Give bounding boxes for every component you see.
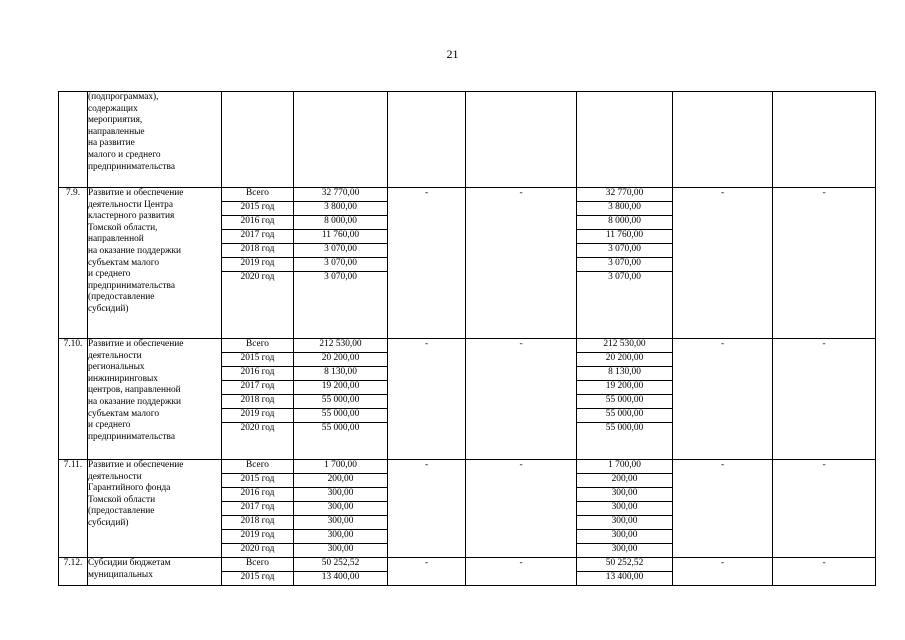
table-row bbox=[59, 558, 876, 572]
regional-cell: 3 070,00 bbox=[577, 272, 673, 339]
regional-cell: 1 700,00 bbox=[577, 460, 673, 474]
year-cell: 2019 год bbox=[222, 530, 294, 544]
year-cell: Всего bbox=[222, 339, 294, 353]
year-cell: 2020 год bbox=[222, 272, 294, 339]
regional-cell: 3 800,00 bbox=[577, 202, 673, 216]
total-cell: 55 000,00 bbox=[294, 409, 388, 423]
total-cell: 11 760,00 bbox=[294, 230, 388, 244]
year-cell: 2015 год bbox=[222, 202, 294, 216]
federal-cell: - bbox=[388, 188, 466, 339]
row-name: Развитие и обеспечение деятельности Гарантийного фонда Томской области (предоставление субсидий) bbox=[88, 460, 222, 558]
regional-cell: 212 530,00 bbox=[577, 339, 673, 353]
year-cell: 2018 год bbox=[222, 244, 294, 258]
total-cell: 50 252,52 bbox=[294, 558, 388, 572]
regional-cell: 32 770,00 bbox=[577, 188, 673, 202]
total-cell: 20 200,00 bbox=[294, 353, 388, 367]
total-cell: 300,00 bbox=[294, 488, 388, 502]
year-cell: 2017 год bbox=[222, 230, 294, 244]
total-cell: 3 070,00 bbox=[294, 272, 388, 339]
regional-cell: 55 000,00 bbox=[577, 395, 673, 409]
total-cell: 32 770,00 bbox=[294, 188, 388, 202]
total-cell: 212 530,00 bbox=[294, 339, 388, 353]
row-number: 7.11. bbox=[59, 460, 88, 558]
page-number: 21 bbox=[446, 47, 459, 61]
total-cell: 8 000,00 bbox=[294, 216, 388, 230]
nonbudget-cell: - bbox=[673, 558, 773, 586]
total-cell: 300,00 bbox=[294, 502, 388, 516]
year-cell: 2016 год bbox=[222, 488, 294, 502]
year-cell: Всего bbox=[222, 460, 294, 474]
federal-cell: - bbox=[388, 460, 466, 558]
regional-cell: 8 000,00 bbox=[577, 216, 673, 230]
nonbudget-cell: - bbox=[673, 339, 773, 460]
total-cell: 55 000,00 bbox=[294, 423, 388, 460]
federal-cell: - bbox=[388, 558, 466, 586]
total-cell: 13 400,00 bbox=[294, 572, 388, 586]
nonbudget-cell: - bbox=[673, 460, 773, 558]
year-cell: Всего bbox=[222, 558, 294, 572]
year-cell: 2015 год bbox=[222, 474, 294, 488]
total-cell: 3 070,00 bbox=[294, 244, 388, 258]
total-cell: 19 200,00 bbox=[294, 381, 388, 395]
total-cell: 300,00 bbox=[294, 530, 388, 544]
total-cell: 200,00 bbox=[294, 474, 388, 488]
other-cell: - bbox=[773, 188, 876, 339]
row-number: 7.9. bbox=[59, 188, 88, 339]
total-cell: 300,00 bbox=[294, 544, 388, 558]
year-cell: 2019 год bbox=[222, 258, 294, 272]
row-name: (подпрограммах), содержащих мероприятия, направленные на развитие малого и среднего предпринимательства bbox=[88, 92, 222, 188]
table-row bbox=[59, 339, 876, 353]
nonbudget-cell: - bbox=[673, 188, 773, 339]
regional-cell: 50 252,52 bbox=[577, 558, 673, 572]
regional-cell: 8 130,00 bbox=[577, 367, 673, 381]
regional-cell: 3 070,00 bbox=[577, 258, 673, 272]
year-cell: 2015 год bbox=[222, 572, 294, 586]
year-cell: 2017 год bbox=[222, 381, 294, 395]
municipal-cell: - bbox=[466, 460, 577, 558]
table-row bbox=[59, 188, 876, 202]
year-cell: 2020 год bbox=[222, 544, 294, 558]
regional-cell: 20 200,00 bbox=[577, 353, 673, 367]
year-cell: 2020 год bbox=[222, 423, 294, 460]
row-name: Развитие и обеспечение деятельности Центра кластерного развития Томской области, направленной на оказание поддержки субъектам малого и среднего предпринимательства (предоставление субсидий) bbox=[88, 188, 222, 339]
regional-cell: 300,00 bbox=[577, 516, 673, 530]
total-cell: 300,00 bbox=[294, 516, 388, 530]
total-cell: 3 070,00 bbox=[294, 258, 388, 272]
row-name: Развитие и обеспечение деятельности региональных инжиниринговых центров, направленной на оказание поддержки субъектам малого и среднего предпринимательства bbox=[88, 339, 222, 460]
regional-cell: 300,00 bbox=[577, 530, 673, 544]
regional-cell: 11 760,00 bbox=[577, 230, 673, 244]
regional-cell: 200,00 bbox=[577, 474, 673, 488]
regional-cell: 300,00 bbox=[577, 488, 673, 502]
regional-cell: 300,00 bbox=[577, 502, 673, 516]
year-cell: 2015 год bbox=[222, 353, 294, 367]
year-cell: 2016 год bbox=[222, 216, 294, 230]
other-cell: - bbox=[773, 460, 876, 558]
regional-cell: 13 400,00 bbox=[577, 572, 673, 586]
table-row bbox=[59, 460, 876, 474]
row-number: 7.12. bbox=[59, 558, 88, 586]
funding-table bbox=[58, 91, 876, 586]
year-cell: 2016 год bbox=[222, 367, 294, 381]
other-cell: - bbox=[773, 558, 876, 586]
federal-cell: - bbox=[388, 339, 466, 460]
total-cell: 1 700,00 bbox=[294, 460, 388, 474]
year-cell: 2018 год bbox=[222, 395, 294, 409]
total-cell: 55 000,00 bbox=[294, 395, 388, 409]
year-cell: 2018 год bbox=[222, 516, 294, 530]
regional-cell: 19 200,00 bbox=[577, 381, 673, 395]
municipal-cell: - bbox=[466, 558, 577, 586]
table-row bbox=[59, 92, 876, 188]
regional-cell: 55 000,00 bbox=[577, 409, 673, 423]
other-cell: - bbox=[773, 339, 876, 460]
municipal-cell: - bbox=[466, 188, 577, 339]
regional-cell: 3 070,00 bbox=[577, 244, 673, 258]
row-number: 7.10. bbox=[59, 339, 88, 460]
row-name: Субсидии бюджетам муниципальных bbox=[88, 558, 222, 586]
row-number bbox=[59, 92, 88, 188]
regional-cell: 55 000,00 bbox=[577, 423, 673, 460]
municipal-cell: - bbox=[466, 339, 577, 460]
total-cell: 3 800,00 bbox=[294, 202, 388, 216]
total-cell: 8 130,00 bbox=[294, 367, 388, 381]
year-cell: 2017 год bbox=[222, 502, 294, 516]
year-cell: 2019 год bbox=[222, 409, 294, 423]
regional-cell: 300,00 bbox=[577, 544, 673, 558]
year-cell: Всего bbox=[222, 188, 294, 202]
